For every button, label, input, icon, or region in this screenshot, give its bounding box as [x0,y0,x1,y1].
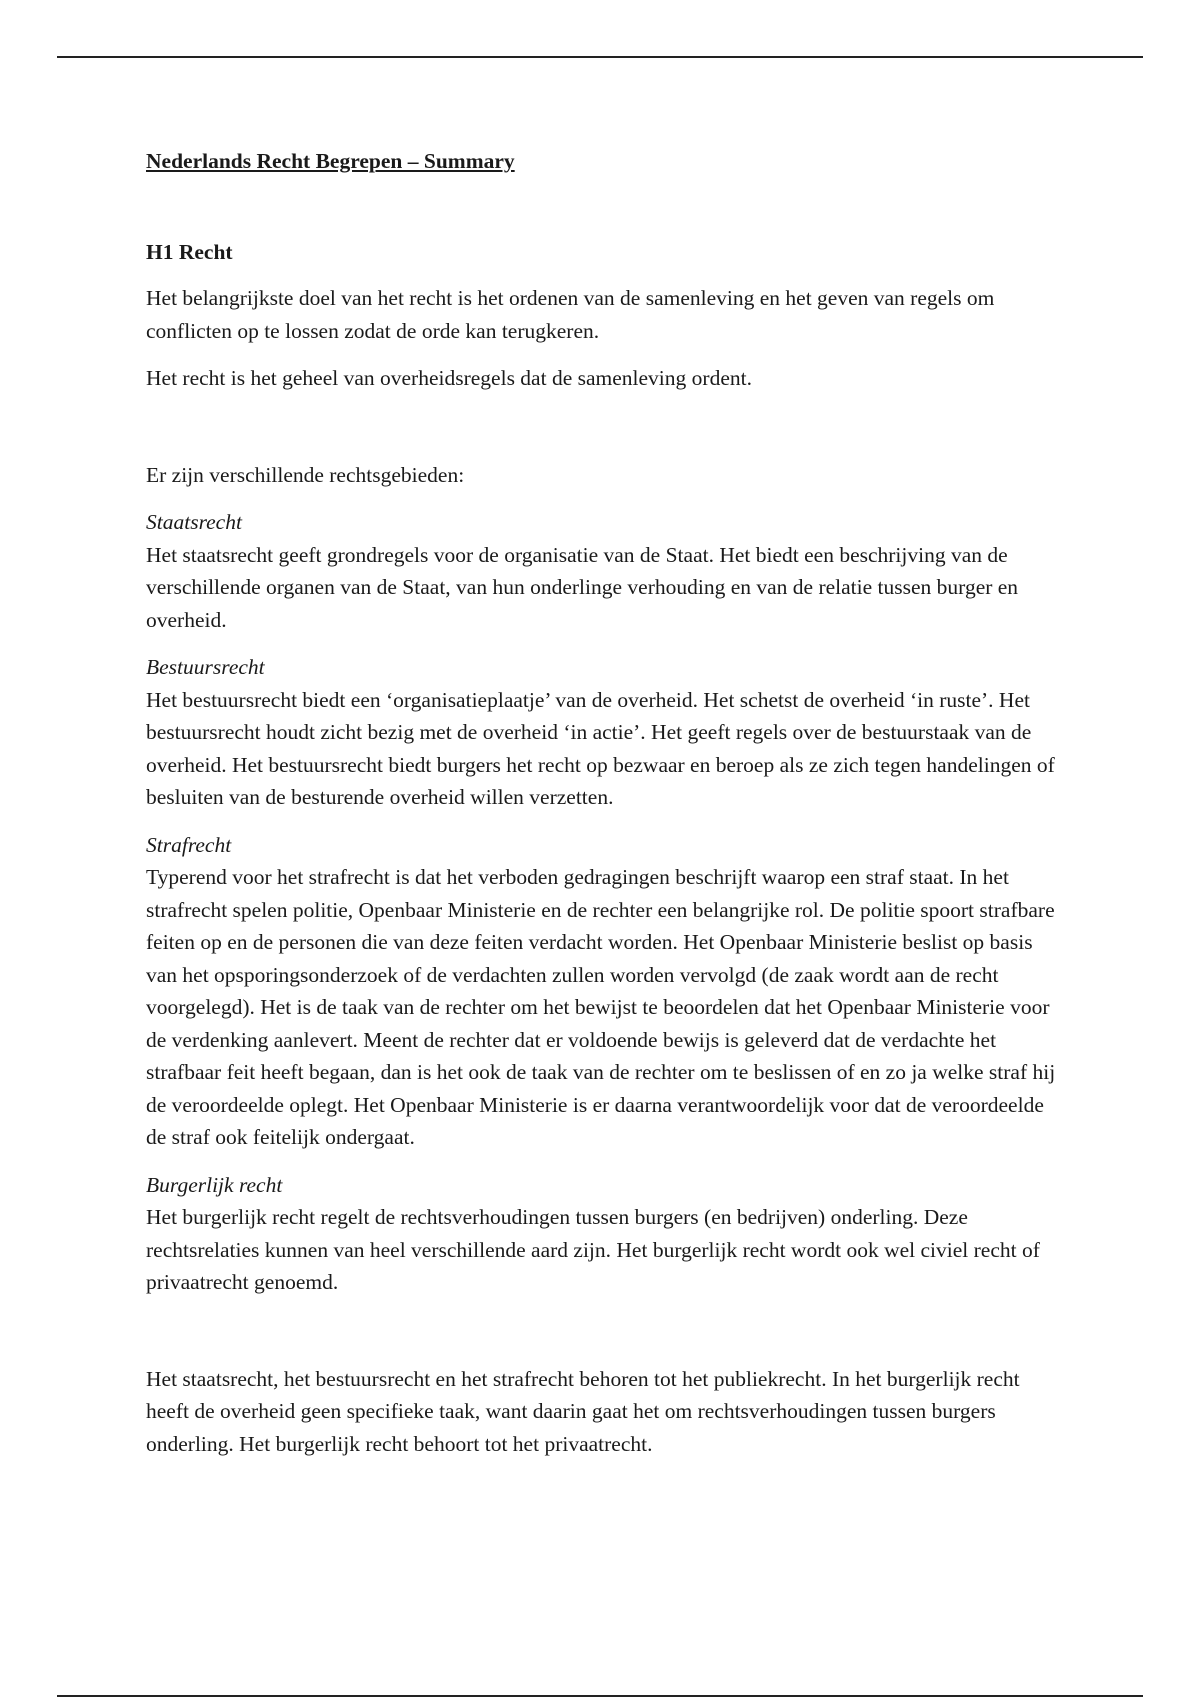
section-text: Het bestuursrecht biedt een ‘organisatieplaatje’ van de overheid. Het schetst de overheid ‘in ruste’. Het bestuursrecht houdt zicht bezig met de overheid ‘in actie’. Het geeft regels over de bestuurstaak van de overheid. Het bestuursrecht biedt burgers het recht op bezwaar en beroep als ze zich tegen handelingen of besluiten van de besturende overheid willen verzetten. [146,687,1055,809]
section-text: Typerend voor het strafrecht is dat het verboden gedragingen beschrijft waarop een straf staat. In het strafrecht spelen politie, Openbaar Ministerie en de rechter een belangrijke rol. De politie spoort strafbare feiten op en de personen die van deze feiten verdacht worden. Het Openbaar Ministerie beslist op basis van het opsporingsonderzoek of de verdachten zullen worden vervolgd (de zaak wordt aan de recht voorgelegd). Het is de taak van de rechter om het bewijst te beoordelen dat het Openbaar Ministerie voor de verdenking aanlevert. Meent de rechter dat er voldoende bewijs is geleverd dat de verdachte het strafbaar feit heeft begaan, dan is het ook de taak van de rechter om te beslissen of en zo ja welke straf hij de veroordeelde oplegt. Het Openbaar Ministerie is er daarna verantwoordelijk voor dat de veroordeelde de straf ook feitelijk ondergaat. [146,865,1056,1149]
intro-paragraph: Het recht is het geheel van overheidsregels dat de samenleving ordent. [146,366,752,390]
header-rule [57,56,1143,58]
section-title: Staatsrecht [146,510,242,534]
footer-rule [57,1695,1143,1697]
section-strafrecht [146,829,1066,1154]
intro-paragraph: Het belangrijkste doel van het recht is het ordenen van de samenleving en het geven van regels om conflicten op te lossen zodat de orde kan terugkeren. [146,286,995,343]
section-bestuursrecht [146,651,1066,814]
section-title: Burgerlijk recht [146,1172,283,1197]
section-staatsrecht [146,506,1066,636]
document-page [146,145,1066,1460]
section-burgerlijk-recht [146,1169,1066,1299]
section-title: Strafrecht [146,832,232,857]
section-title: Bestuursrecht [146,655,265,679]
document-title: Nederlands Recht Begrepen – Summary [146,149,515,173]
chapter-heading: H1 Recht [146,240,233,264]
section-text: Het staatsrecht geeft grondregels voor de organisatie van de Staat. Het biedt een beschrijving van de verschillende organen van de Staat, van hun onderlinge verhouding en van de relatie tussen burger en overheid. [146,542,1019,632]
closing-paragraph: Het staatsrecht, het bestuursrecht en het strafrecht behoren tot het publiekrecht. In het burgerlijk recht heeft de overheid geen specifieke taak, want daarin gaat het om rechtsverhoudingen tussen burgers onderling. Het burgerlijk recht behoort tot het privaatrecht. [146,1366,1020,1456]
areas-intro: Er zijn verschillende rechtsgebieden: [146,462,465,487]
section-text: Het burgerlijk recht regelt de rechtsverhoudingen tussen burgers (en bedrijven) onderling. Deze rechtsrelaties kunnen van heel verschillende aard zijn. Het burgerlijk recht wordt ook wel civiel recht of privaatrecht genoemd. [146,1205,1040,1294]
